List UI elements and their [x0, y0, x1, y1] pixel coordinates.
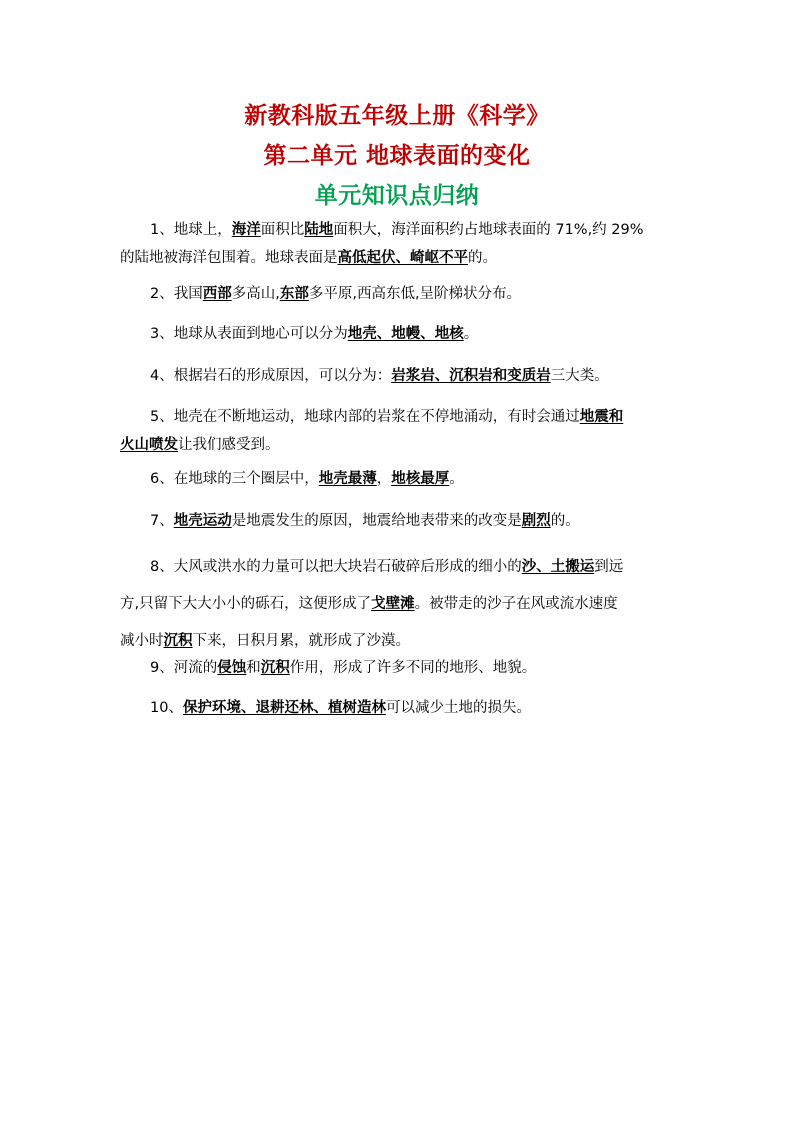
key-term: 地核最厚 — [391, 471, 450, 487]
item-line — [120, 507, 680, 535]
item-text: 减小时 — [120, 633, 164, 649]
item-text: 5、地壳在不断地运动，地球内部的岩浆在不停地涌动，有时会通过 — [150, 409, 580, 425]
item-text: 1、地球上， — [150, 222, 232, 238]
item-text: 10、 — [150, 700, 183, 716]
key-term: 地壳、地幔、地核 — [347, 326, 464, 342]
key-term: 侵蚀 — [217, 660, 247, 676]
key-term: 沙、土搬运 — [521, 559, 595, 575]
item-text: 7、 — [150, 513, 174, 529]
key-term: 东部 — [279, 286, 309, 302]
item-text: 2、我国 — [150, 286, 203, 302]
item-line — [120, 586, 680, 623]
knowledge-item — [120, 216, 680, 272]
key-term: 保护环境、退耕还林、植树造林 — [182, 700, 386, 716]
item-text: 面积大，海洋面积约占地球表面的 71%,约 29% — [333, 222, 644, 238]
knowledge-item — [120, 694, 680, 722]
item-text: 下来，日积月累，就形成了沙漠。 — [192, 633, 410, 649]
knowledge-item — [120, 654, 680, 682]
key-term: 陆地 — [304, 222, 334, 238]
item-text: 和 — [246, 660, 261, 676]
item-line — [120, 694, 680, 722]
item-line — [120, 244, 680, 272]
item-text: 的。 — [468, 250, 497, 266]
key-term: 岩浆岩、沉积岩和变质岩 — [391, 368, 551, 384]
item-text: 面积比 — [260, 222, 305, 238]
knowledge-item — [120, 465, 680, 493]
key-term: 火山喷发 — [120, 437, 178, 453]
item-text: 多高山, — [231, 286, 280, 302]
key-term: 地壳最薄 — [318, 471, 377, 487]
item-text: 8、大风或洪水的力量可以把大块岩石破碎后形成的细小的 — [150, 559, 522, 575]
unit-title: 第二单元 地球表面的变化 — [263, 143, 531, 169]
item-text: 9、河流的 — [150, 660, 218, 676]
key-term: 戈壁滩 — [371, 596, 415, 612]
knowledge-item — [120, 549, 680, 660]
key-term: 地壳运动 — [173, 513, 232, 529]
knowledge-item — [120, 362, 680, 390]
key-term: 西部 — [202, 286, 232, 302]
knowledge-item — [120, 280, 680, 308]
item-line — [120, 403, 680, 431]
item-text: 。 — [463, 326, 479, 342]
section-subtitle: 单元知识点归纳 — [314, 183, 480, 209]
key-term: 沉积 — [163, 633, 193, 649]
item-line — [120, 320, 680, 348]
item-line — [120, 362, 680, 390]
key-term: 海洋 — [231, 222, 261, 238]
item-line — [120, 654, 680, 682]
item-text: 。 — [449, 471, 464, 487]
item-text: 可以减少土地的损失。 — [385, 700, 531, 716]
item-text: 到远 — [594, 559, 624, 575]
item-text: 方,只留下大大小小的砾石，这便形成了 — [120, 596, 372, 612]
item-line — [120, 549, 680, 586]
item-text: 3、地球从表面到地心可以分为 — [150, 326, 348, 342]
item-text: ， — [376, 471, 392, 487]
item-text: 是地震发生的原因，地震给地表带来的改变是 — [231, 513, 522, 529]
item-text: 的。 — [550, 513, 580, 529]
key-term: 高低起伏、崎岖不平 — [337, 250, 468, 266]
key-term: 沉积 — [260, 660, 290, 676]
document-title: 新教科版五年级上册《科学》 — [244, 103, 550, 129]
item-text: 让我们感受到。 — [178, 437, 280, 453]
item-line — [120, 431, 680, 459]
item-text: 作用，形成了许多不同的地形、地貌。 — [289, 660, 537, 676]
item-text: 三大类。 — [550, 368, 609, 384]
item-text: 的陆地被海洋包围着。地球表面是 — [120, 250, 338, 266]
key-term: 地震和 — [579, 409, 624, 425]
item-text: 4、根据岩石的形成原因，可以分为： — [150, 368, 392, 384]
item-text: 多平原,西高东低,呈阶梯状分布。 — [308, 286, 522, 302]
key-term: 剧烈 — [521, 513, 551, 529]
knowledge-item — [120, 507, 680, 535]
item-line — [120, 216, 680, 244]
item-line — [120, 280, 680, 308]
knowledge-item — [120, 403, 680, 459]
item-text: 。被带走的沙子在风或流水速度 — [414, 596, 618, 612]
knowledge-item — [120, 320, 680, 348]
item-text: 6、在地球的三个圈层中， — [150, 471, 319, 487]
item-line — [120, 465, 680, 493]
